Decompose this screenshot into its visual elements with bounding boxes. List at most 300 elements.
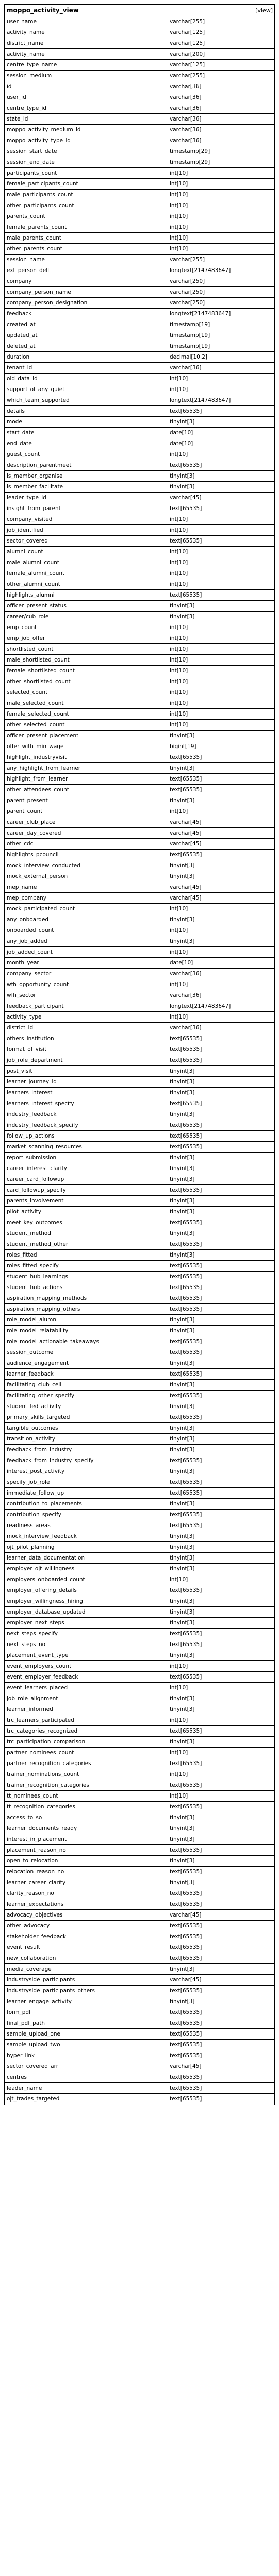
column-row[interactable] <box>5 1391 274 1401</box>
column-type: text[65535] <box>170 2009 202 2015</box>
column-row[interactable] <box>5 709 274 720</box>
column-name: learner_data_documentation <box>7 1555 85 1561</box>
column-row[interactable] <box>5 1282 274 1293</box>
column-row[interactable] <box>5 1683 274 1693</box>
column-name: immediate_follow_up <box>7 1490 64 1496</box>
column-row[interactable] <box>5 990 274 1001</box>
column-row[interactable] <box>5 1163 274 1174</box>
column-row[interactable] <box>5 1412 274 1423</box>
column-row[interactable] <box>5 1574 274 1585</box>
column-row[interactable] <box>5 1661 274 1672</box>
column-type: int[10] <box>170 700 188 706</box>
column-row[interactable] <box>5 1326 274 1336</box>
column-row[interactable] <box>5 1001 274 1012</box>
column-name: selected_count <box>7 689 48 696</box>
column-row[interactable] <box>5 763 274 774</box>
column-row[interactable] <box>5 612 274 622</box>
column-row[interactable] <box>5 406 274 417</box>
column-row[interactable] <box>5 1228 274 1239</box>
column-name: media_coverage <box>7 1966 52 1972</box>
column-type: decimal[10,2] <box>170 354 207 360</box>
column-type: tinyint[3] <box>170 1858 195 1864</box>
column-name: any_onboarded <box>7 917 49 923</box>
column-type: text[65535] <box>170 1295 202 1301</box>
column-row[interactable] <box>5 211 274 222</box>
column-row[interactable] <box>5 363 274 374</box>
column-name: updated_at <box>7 332 38 338</box>
column-type: text[65535] <box>170 1869 202 1875</box>
column-name: facilitating_club_cell <box>7 1382 62 1388</box>
column-row[interactable] <box>5 839 274 850</box>
column-row[interactable] <box>5 1693 274 1704</box>
column-name: trc_categories_recognized <box>7 1728 78 1734</box>
column-row[interactable] <box>5 1455 274 1466</box>
column-row[interactable] <box>5 1315 274 1326</box>
column-row[interactable] <box>5 1639 274 1650</box>
column-row[interactable] <box>5 135 274 146</box>
column-row[interactable] <box>5 428 274 438</box>
column-type: tinyint[3] <box>170 1447 195 1453</box>
column-row[interactable] <box>5 265 274 276</box>
column-row[interactable] <box>5 319 274 330</box>
column-row[interactable] <box>5 806 274 817</box>
column-type: text[65535] <box>170 1890 202 1896</box>
column-type: text[65535] <box>170 538 202 544</box>
column-row[interactable] <box>5 1185 274 1196</box>
column-row[interactable] <box>5 795 274 806</box>
column-row[interactable] <box>5 1033 274 1044</box>
column-name: job_role_alignment <box>7 1696 58 1702</box>
column-row[interactable] <box>5 1109 274 1120</box>
column-row[interactable] <box>5 2050 274 2061</box>
column-row[interactable] <box>5 417 274 428</box>
column-row[interactable] <box>5 1369 274 1380</box>
column-row[interactable] <box>5 27 274 38</box>
column-type: int[10] <box>170 1750 188 1756</box>
column-row[interactable] <box>5 1434 274 1445</box>
column-row[interactable] <box>5 157 274 168</box>
column-type: varchar[36] <box>170 992 202 998</box>
column-row[interactable] <box>5 2083 274 2094</box>
column-row[interactable] <box>5 1239 274 1250</box>
column-row[interactable] <box>5 493 274 503</box>
column-row[interactable] <box>5 1012 274 1023</box>
column-row[interactable] <box>5 1996 274 2007</box>
column-row[interactable] <box>5 1499 274 1510</box>
column-name: trainer_recognition_categories <box>7 1782 89 1788</box>
column-row[interactable] <box>5 1704 274 1715</box>
column-name: placement_event_type <box>7 1652 69 1658</box>
column-type: varchar[36] <box>170 127 202 133</box>
column-name: sector_covered_arr <box>7 2063 59 2070</box>
column-row[interactable] <box>5 1066 274 1077</box>
column-row[interactable] <box>5 1142 274 1153</box>
column-row[interactable] <box>5 752 274 763</box>
column-row[interactable] <box>5 71 274 81</box>
column-name: highlights_alumni <box>7 592 55 598</box>
column-row[interactable] <box>5 146 274 157</box>
column-row[interactable] <box>5 925 274 936</box>
column-type: text[65535] <box>170 1046 202 1053</box>
column-row[interactable] <box>5 536 274 547</box>
column-row[interactable] <box>5 60 274 71</box>
column-row[interactable] <box>5 741 274 752</box>
column-row[interactable] <box>5 1272 274 1282</box>
column-row[interactable] <box>5 460 274 471</box>
column-name: career/cub_role <box>7 614 49 620</box>
column-row[interactable] <box>5 1347 274 1358</box>
column-row[interactable] <box>5 817 274 828</box>
column-row[interactable] <box>5 1877 274 1888</box>
column-row[interactable] <box>5 1250 274 1261</box>
column-row[interactable] <box>5 2040 274 2050</box>
column-row[interactable] <box>5 395 274 406</box>
column-name: learner_career_clarity <box>7 1879 66 1886</box>
column-row[interactable] <box>5 1921 274 1931</box>
column-row[interactable] <box>5 1856 274 1867</box>
column-row[interactable] <box>5 579 274 590</box>
column-name: student_led_activity <box>7 1403 61 1410</box>
column-type: int[10] <box>170 668 188 674</box>
column-type: text[65535] <box>170 1944 202 1951</box>
column-type: text[65535] <box>170 1057 202 1063</box>
column-row[interactable] <box>5 1748 274 1758</box>
column-row[interactable] <box>5 1055 274 1066</box>
column-row[interactable] <box>5 1618 274 1629</box>
column-row[interactable] <box>5 1845 274 1856</box>
column-row[interactable] <box>5 103 274 114</box>
column-type: int[10] <box>170 722 188 728</box>
column-row[interactable] <box>5 785 274 795</box>
column-row[interactable] <box>5 471 274 482</box>
column-type: tinyint[3] <box>170 1436 195 1442</box>
column-row[interactable] <box>5 1466 274 1477</box>
column-row[interactable] <box>5 1207 274 1217</box>
column-name: role_model_alumni <box>7 1317 58 1323</box>
column-row[interactable] <box>5 341 274 352</box>
column-row[interactable] <box>5 1023 274 1033</box>
column-name: company_person_designation <box>7 300 88 306</box>
column-row[interactable] <box>5 1131 274 1142</box>
column-row[interactable] <box>5 49 274 60</box>
column-type: longtext[2147483647] <box>170 311 231 317</box>
column-type: text[65535] <box>170 1241 202 1247</box>
column-name: format_of_visit <box>7 1046 47 1053</box>
column-row[interactable] <box>5 114 274 125</box>
column-name: new_collaboration <box>7 1955 56 1961</box>
column-name: market_scanning_resources <box>7 1144 82 1150</box>
column-type: varchar[255] <box>170 73 205 79</box>
column-row[interactable] <box>5 2029 274 2040</box>
column-type: text[65535] <box>170 1100 202 1107</box>
column-row[interactable] <box>5 633 274 644</box>
column-type: text[65535] <box>170 505 202 512</box>
column-name: mock_interview_conducted <box>7 862 80 869</box>
column-row[interactable] <box>5 125 274 135</box>
column-row[interactable] <box>5 1672 274 1683</box>
column-row[interactable] <box>5 1823 274 1834</box>
column-row[interactable] <box>5 936 274 947</box>
column-row[interactable] <box>5 255 274 265</box>
column-row[interactable] <box>5 666 274 676</box>
column-row[interactable] <box>5 179 274 190</box>
column-row[interactable] <box>5 1358 274 1369</box>
column-name: learner_journey_id <box>7 1079 57 1085</box>
column-row[interactable] <box>5 1077 274 1088</box>
column-row[interactable] <box>5 914 274 925</box>
column-row[interactable] <box>5 547 274 557</box>
column-row[interactable] <box>5 1802 274 1812</box>
column-name: female_selected_count <box>7 711 69 717</box>
column-name: male_shortlisted_count <box>7 657 70 663</box>
column-name: audience_engagement <box>7 1360 69 1366</box>
column-row[interactable] <box>5 482 274 493</box>
column-row[interactable] <box>5 1726 274 1737</box>
column-name: other_attendees_count <box>7 787 69 793</box>
column-row[interactable] <box>5 731 274 741</box>
column-row[interactable] <box>5 1401 274 1412</box>
column-row[interactable] <box>5 525 274 536</box>
column-row[interactable] <box>5 384 274 395</box>
column-row[interactable] <box>5 1261 274 1272</box>
column-name: stakeholder_feedback <box>7 1934 67 1940</box>
column-row[interactable] <box>5 655 274 666</box>
column-name: event_learners_placed <box>7 1685 68 1691</box>
column-row[interactable] <box>5 1596 274 1607</box>
column-name: id <box>7 83 12 90</box>
column-row[interactable] <box>5 1942 274 1953</box>
column-row[interactable] <box>5 1986 274 1996</box>
column-row[interactable] <box>5 1953 274 1964</box>
column-row[interactable] <box>5 1867 274 1877</box>
column-row[interactable] <box>5 1217 274 1228</box>
column-row[interactable] <box>5 557 274 568</box>
column-type: text[65535] <box>170 1338 202 1345</box>
column-row[interactable] <box>5 568 274 579</box>
column-name: mock_external_person <box>7 873 68 879</box>
column-row[interactable] <box>5 1650 274 1661</box>
column-row[interactable] <box>5 1553 274 1564</box>
column-type: int[10] <box>170 657 188 663</box>
column-row[interactable] <box>5 276 274 287</box>
column-row[interactable] <box>5 947 274 958</box>
column-row[interactable] <box>5 1153 274 1163</box>
column-row[interactable] <box>5 287 274 298</box>
column-type: text[65535] <box>170 1782 202 1788</box>
column-row[interactable] <box>5 1336 274 1347</box>
column-row[interactable] <box>5 979 274 990</box>
column-row[interactable] <box>5 168 274 179</box>
column-name: session_medium <box>7 73 52 79</box>
column-name: company <box>7 278 32 284</box>
column-row[interactable] <box>5 1964 274 1975</box>
column-row[interactable] <box>5 893 274 904</box>
column-type: tinyint[3] <box>170 1209 195 1215</box>
column-name: employer_next_steps <box>7 1620 64 1626</box>
column-row[interactable] <box>5 1737 274 1748</box>
column-row[interactable] <box>5 374 274 384</box>
column-type: int[10] <box>170 1771 188 1777</box>
column-type: tinyint[3] <box>170 1566 195 1572</box>
column-row[interactable] <box>5 1477 274 1488</box>
column-row[interactable] <box>5 2018 274 2029</box>
column-type: int[10] <box>170 1685 188 1691</box>
column-name: user_name <box>7 19 37 25</box>
column-name: other_alumni_count <box>7 581 60 587</box>
column-row[interactable] <box>5 1791 274 1802</box>
column-row[interactable] <box>5 850 274 860</box>
column-row[interactable] <box>5 92 274 103</box>
column-name: female_participants_count <box>7 181 78 187</box>
column-type: int[10] <box>170 635 188 641</box>
column-row[interactable] <box>5 2072 274 2083</box>
column-row[interactable] <box>5 601 274 612</box>
column-row[interactable] <box>5 1780 274 1791</box>
column-row[interactable] <box>5 644 274 655</box>
column-row[interactable] <box>5 1812 274 1823</box>
column-row[interactable] <box>5 1715 274 1726</box>
column-row[interactable] <box>5 1607 274 1618</box>
column-row[interactable] <box>5 1834 274 1845</box>
column-row[interactable] <box>5 720 274 731</box>
column-name: onboarded_count <box>7 927 54 934</box>
column-type: text[65535] <box>170 1934 202 1940</box>
column-name: activity_type <box>7 1014 42 1020</box>
column-row[interactable] <box>5 1542 274 1553</box>
column-row[interactable] <box>5 200 274 211</box>
column-row[interactable] <box>5 1488 274 1499</box>
column-type: text[65535] <box>170 1219 202 1226</box>
column-row[interactable] <box>5 2007 274 2018</box>
column-row[interactable] <box>5 16 274 27</box>
column-name: next_steps_specify <box>7 1631 58 1637</box>
column-name: other_advocacy <box>7 1923 50 1929</box>
column-row[interactable] <box>5 1510 274 1520</box>
column-row[interactable] <box>5 1044 274 1055</box>
column-type: tinyint[3] <box>170 1825 195 1832</box>
column-row[interactable] <box>5 330 274 341</box>
column-type: varchar[45] <box>170 830 202 836</box>
column-type: int[10] <box>170 376 188 382</box>
column-row[interactable] <box>5 233 274 244</box>
column-row[interactable] <box>5 1088 274 1098</box>
column-row[interactable] <box>5 590 274 601</box>
column-row[interactable] <box>5 622 274 633</box>
column-row[interactable] <box>5 81 274 92</box>
column-row[interactable] <box>5 1931 274 1942</box>
column-name: month_year <box>7 960 39 966</box>
column-type: text[65535] <box>170 2031 202 2037</box>
column-name: officer_present_placement <box>7 733 79 739</box>
column-row[interactable] <box>5 1423 274 1434</box>
column-row[interactable] <box>5 828 274 839</box>
column-type: text[65535] <box>170 1133 202 1139</box>
column-row[interactable] <box>5 244 274 255</box>
column-row[interactable] <box>5 1910 274 1921</box>
column-row[interactable] <box>5 904 274 914</box>
column-type: date[10] <box>170 430 193 436</box>
column-name: learner_informed <box>7 1706 53 1713</box>
column-row[interactable] <box>5 38 274 49</box>
column-row[interactable] <box>5 298 274 309</box>
column-type: varchar[45] <box>170 495 202 501</box>
column-row[interactable] <box>5 1293 274 1304</box>
column-row[interactable] <box>5 882 274 893</box>
column-row[interactable] <box>5 2061 274 2072</box>
column-row[interactable] <box>5 1304 274 1315</box>
column-row[interactable] <box>5 503 274 514</box>
column-row[interactable] <box>5 687 274 698</box>
column-row[interactable] <box>5 958 274 969</box>
column-type: int[10] <box>170 711 188 717</box>
column-row[interactable] <box>5 1629 274 1639</box>
column-name: other_parents_count <box>7 246 62 252</box>
column-name: transition_activity <box>7 1436 55 1442</box>
column-row[interactable] <box>5 1098 274 1109</box>
column-type: int[10] <box>170 451 188 457</box>
column-name: sector_covered <box>7 538 48 544</box>
column-row[interactable] <box>5 309 274 319</box>
column-name: district_name <box>7 40 44 46</box>
column-type: varchar[36] <box>170 94 202 100</box>
column-row[interactable] <box>5 871 274 882</box>
column-type: text[65535] <box>170 1587 202 1594</box>
column-row[interactable] <box>5 1564 274 1574</box>
column-type: tinyint[3] <box>170 798 195 804</box>
table-title[interactable]: moppo_activity_view <box>7 7 79 14</box>
column-row[interactable] <box>5 698 274 709</box>
column-row[interactable] <box>5 2094 274 2105</box>
column-row[interactable] <box>5 1899 274 1910</box>
column-row[interactable] <box>5 774 274 785</box>
column-row[interactable] <box>5 1380 274 1391</box>
column-row[interactable] <box>5 438 274 449</box>
column-row[interactable] <box>5 352 274 363</box>
column-name: form_pdf <box>7 2009 31 2015</box>
column-row[interactable] <box>5 1196 274 1207</box>
column-row[interactable] <box>5 676 274 687</box>
column-row[interactable] <box>5 1174 274 1185</box>
column-type: text[65535] <box>170 1760 202 1767</box>
column-name: highlights_pcouncil <box>7 852 59 858</box>
column-row[interactable] <box>5 190 274 200</box>
column-row[interactable] <box>5 1769 274 1780</box>
column-row[interactable] <box>5 1531 274 1542</box>
column-row[interactable] <box>5 860 274 871</box>
column-type: tinyint[3] <box>170 1068 195 1074</box>
column-row[interactable] <box>5 969 274 979</box>
column-name: other_participants_count <box>7 202 74 209</box>
column-name: wfh_sector <box>7 992 36 998</box>
column-row[interactable] <box>5 1975 274 1986</box>
column-name: student_method <box>7 1230 51 1236</box>
column-row[interactable] <box>5 1120 274 1131</box>
column-row[interactable] <box>5 222 274 233</box>
column-row[interactable] <box>5 1585 274 1596</box>
column-name: trainer_nominations_count <box>7 1771 79 1777</box>
column-name: emp_count <box>7 624 37 631</box>
column-name: insight_from_parent <box>7 505 61 512</box>
column-row[interactable] <box>5 1445 274 1455</box>
column-row[interactable] <box>5 1888 274 1899</box>
column-name: contribution_specify <box>7 1512 61 1518</box>
column-name: open_to_relocation <box>7 1858 58 1864</box>
column-row[interactable] <box>5 514 274 525</box>
table-header <box>5 5 274 16</box>
column-row[interactable] <box>5 1758 274 1769</box>
column-row[interactable] <box>5 449 274 460</box>
column-row[interactable] <box>5 1520 274 1531</box>
